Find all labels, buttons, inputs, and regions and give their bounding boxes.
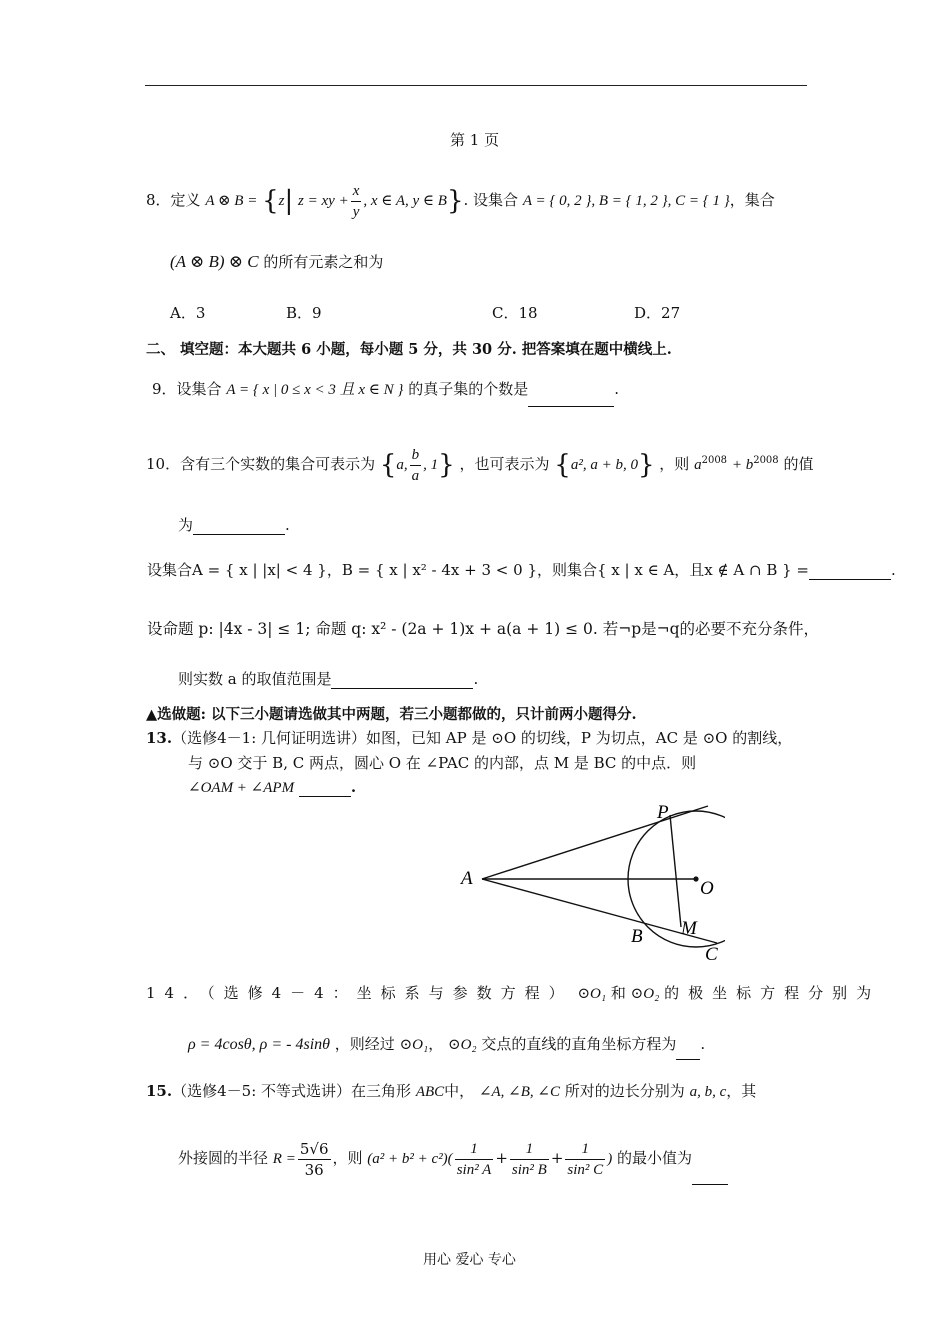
q15-expr-right: ) (607, 1151, 613, 1167)
q9-end: . (614, 380, 619, 398)
q10-frac-num: b (410, 445, 422, 466)
q11-text: 设集合A = { x | |x| < 4 }，B = { x | x² - 4x + 3 < 0 }，则集合{ x | x ∈ A，且x ∉ A ∩ B } = (147, 561, 810, 579)
question-12-line2 (178, 668, 478, 689)
q15-qi: ，其 (726, 1082, 757, 1100)
q12-line2: 则实数 a 的取值范围是 (178, 670, 332, 688)
label-a: A (461, 868, 473, 889)
question-11 (147, 559, 896, 580)
q8-frac-num: x (351, 181, 362, 202)
q15-then: ，则 (332, 1149, 363, 1167)
question-12-line1: 设命题 p: |4x - 3| ≤ 1; 命题 q: x² - (2a + 1)x + a(a + 1) ≤ 0. 若¬p是¬q的必要不充分条件， (147, 620, 820, 638)
q14-end: . (700, 1035, 706, 1053)
label-p: P (657, 802, 669, 823)
question-14-line1 (146, 976, 880, 1010)
q10-tail: 的值 (783, 455, 814, 473)
q15-tail: 的最小值为 (616, 1149, 692, 1167)
label-m: M (681, 918, 697, 939)
q8-prefix: 8．定义 (146, 191, 201, 209)
q10-then: ，则 (659, 455, 690, 473)
q15-f2-den: sin² B (511, 1161, 547, 1178)
q11-end: . (891, 561, 896, 579)
q10-prefix: 10．含有三个实数的集合可表示为 (146, 455, 376, 473)
q15-angles: ∠A, ∠B, ∠C (478, 1084, 560, 1100)
question-9 (152, 372, 619, 406)
header-rule (145, 85, 807, 86)
q14-and: 和 (610, 984, 626, 1002)
label-c: C (705, 944, 718, 965)
q13-geometry-figure (455, 795, 725, 970)
footer-text: 用心 爱心 专心 (423, 1252, 516, 1268)
elective-heading: ▲选做题: 以下三小题请选做其中两题，若三小题都做的，只计前两小题得分. (146, 706, 637, 723)
q15-triangle: ABC (415, 1084, 445, 1100)
question-10-line1: 10．含有三个实数的集合可表示为 {a, $\frac{b}{a}$ , 1} ，也可表示为 {a², a + b, 0} ，则 $a^{2008} + b^{2008}$ 的值 (146, 446, 814, 484)
q15-answer-blank[interactable] (692, 1132, 728, 1185)
q15-sides: a, b, c (689, 1084, 727, 1100)
q14-line1: 14．（选修4－4：坐标系与参数方程） (146, 984, 573, 1002)
q15-sides-text: 所对的边长分别为 (564, 1082, 685, 1100)
segment-pm (670, 815, 681, 927)
q8-line2-expr: (A ⊗ B) ⊗ C (170, 252, 259, 271)
q9-answer-blank[interactable] (528, 372, 614, 407)
q15-expr-left: (a² + b² + c²)( (367, 1151, 453, 1167)
q8-option-c: C．18 (492, 304, 538, 322)
question-13-line2: 与 ⊙O 交于 B, C 两点，圆心 O 在 ∠PAC 的内部，点 M 是 BC 的中点．则 (188, 754, 697, 772)
q14-line1-tail: 的极坐标方程分别为 (664, 984, 881, 1002)
q15-f1-num: 1 (455, 1139, 494, 1160)
q13-end: . (350, 778, 357, 796)
question-10-line2 (178, 514, 290, 535)
q13-answer-blank[interactable] (299, 778, 351, 797)
q10-expr-plus-b: + b (731, 457, 754, 473)
q14-tail: 交点的直线的直角坐标方程为 (481, 1035, 677, 1053)
q14-eq: ρ = 4cosθ, ρ = - 4sinθ (188, 1036, 330, 1053)
question-13-line1 (146, 727, 792, 748)
q9-prefix: 9．设集合 (152, 380, 222, 398)
q9-text: 的真子集的个数是 (408, 380, 529, 398)
q8-fraction (351, 181, 362, 222)
q10-answer-blank[interactable] (193, 516, 285, 535)
q15-fraction-3 (565, 1139, 605, 1180)
q15-line2a: 外接圆的半径 (178, 1149, 269, 1167)
question-13-line3 (188, 778, 356, 797)
q8-option-a: A．3 (170, 304, 206, 322)
q14-o1b: ⊙O₁ (399, 1037, 429, 1053)
q8-def-set-var: z (278, 193, 285, 209)
q12-answer-blank[interactable] (331, 670, 473, 689)
question-15-line2: 外接圆的半径 R = $\frac{5√6}{36}$ ，则 (a² + b² + c²)( $\frac{1}{\text{sin² A}}$ + $\frac{1}{\text{sin² B}}$ + $\frac{1}{\text{sin² C}}$ ) 的最小值为 (178, 1132, 728, 1184)
q10-line2: 为 (178, 516, 194, 534)
q13-number: 13. (146, 729, 173, 747)
q10-set1-a: a, (396, 457, 408, 473)
q10-set2: a², a + b, 0 (570, 457, 638, 473)
label-o: O (700, 878, 714, 899)
q8-option-b: B．9 (286, 304, 322, 322)
q8-def-expr-left: z = xy + (298, 193, 349, 209)
q10-exp-a: 2008 (701, 455, 728, 466)
q10-exp-b: 2008 (753, 455, 779, 466)
q11-answer-blank[interactable] (809, 561, 891, 580)
label-b: B (631, 926, 643, 947)
q8-tail: ，集合 (729, 191, 775, 209)
q10-set1-end: , 1 (423, 457, 439, 473)
q14-o1: ⊙O₁ (577, 986, 607, 1002)
q8-def-lhs: A ⊗ B = (205, 193, 258, 209)
q8-set-b: , B = { 1, 2 } (591, 193, 668, 209)
q10-expr-a: a (694, 457, 702, 473)
q15-f3-den: sin² C (567, 1161, 604, 1178)
q15-number: 15. (146, 1082, 173, 1100)
question-14-line2 (188, 1029, 705, 1059)
q15-r-den: 36 (304, 1160, 324, 1179)
q15-fraction-2 (510, 1139, 549, 1180)
center-point-o (693, 876, 698, 881)
q8-frac-den: y (352, 203, 360, 220)
q13-line1-text: （选修4－1: 几何证明选讲）如图，已知 AP 是 ⊙O 的切线，P 为切点，AC 是 ⊙O 的割线， (172, 729, 793, 747)
q14-answer-blank[interactable] (676, 1029, 700, 1060)
q14-comma: ， (428, 1035, 444, 1053)
q8-set-a: A = { 0, 2 } (522, 193, 592, 209)
question-15-line1 (146, 1074, 756, 1108)
tangent-line-ap (482, 806, 708, 879)
q9-set-expr: A = { x | 0 ≤ x < 3 且 x ∈ N } (226, 382, 404, 398)
q14-mid: ，则经过 (334, 1035, 395, 1053)
q10-fraction (410, 445, 422, 486)
section-2-heading: 二、 填空题：本大题共 6 小题，每小题 5 分，共 30 分. 把答案填在题中横线上. (146, 341, 672, 358)
q12-end: . (473, 670, 479, 688)
q15-r-lhs: R = (272, 1151, 296, 1167)
q10-end: . (285, 516, 290, 534)
page-label: 第 1 页 (450, 131, 500, 149)
q8-set-intro: . 设集合 (463, 191, 519, 209)
q15-zhong: 中， (444, 1082, 475, 1100)
q15-r-fraction (298, 1139, 331, 1180)
q15-fraction-1 (455, 1139, 494, 1180)
q10-mid: ，也可表示为 (459, 455, 550, 473)
q15-r-num: 5√6 (299, 1139, 329, 1158)
question-8-line1: 8．定义 A ⊗ B = {z| z = xy + $\frac{x}{y}$ , x ∈ A, y ∈ B}. 设集合 A = { 0, 2 }, B = { 1, 2 }, C = { 1 }，集合 (146, 182, 775, 220)
q15-f3-num: 1 (565, 1139, 605, 1160)
q8-option-d: D．27 (634, 304, 681, 322)
q10-frac-den: a (411, 467, 420, 484)
q8-set-c: , C = { 1 } (667, 193, 730, 209)
q13-line3-expr: ∠OAM + ∠APM (188, 780, 295, 796)
question-8-line2 (170, 245, 383, 279)
q15-line1a: （选修4－5: 不等式选讲）在三角形 (172, 1082, 412, 1100)
q14-o2: ⊙O₂ (630, 986, 660, 1002)
q8-def-expr-right: , x ∈ A, y ∈ B (363, 193, 447, 209)
q15-f2-num: 1 (510, 1139, 549, 1160)
q14-o2b: ⊙O₂ (448, 1037, 477, 1053)
q15-f1-den: sin² A (456, 1161, 492, 1178)
q8-line2-text: 的所有元素之和为 (263, 253, 384, 271)
